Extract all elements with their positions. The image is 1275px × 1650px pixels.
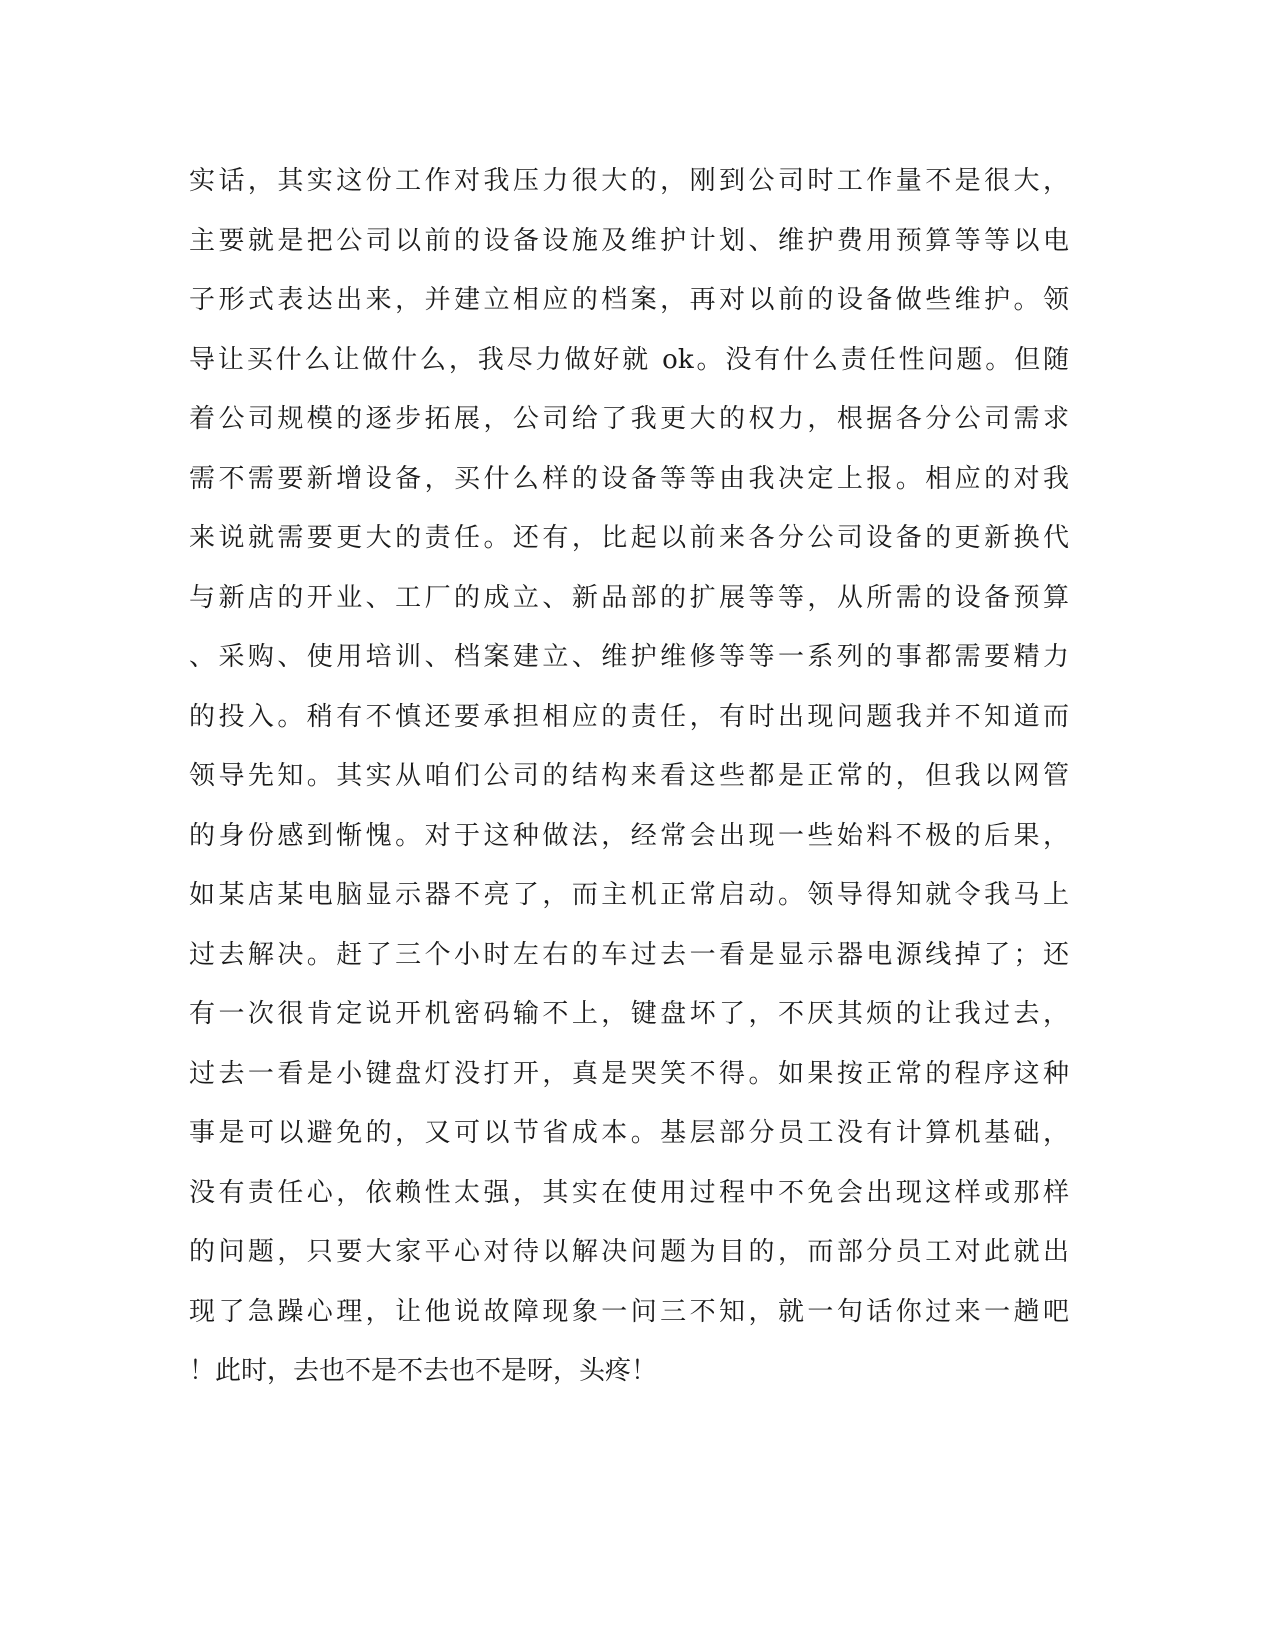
- text-line: 事是可以避免的，又可以节省成本。基层部分员工没有计算机基础，: [189, 1118, 1069, 1148]
- text-line: 现了急躁心理，让他说故障现象一问三不知，就一句话你过来一趟吧: [189, 1296, 1069, 1327]
- text-line: 主要就是把公司以前的设备设施及维护计划、维护费用预算等等以电: [189, 225, 1069, 256]
- text-line: 领导先知。其实从咱们公司的结构来看这些都是正常的，但我以网管: [189, 761, 1069, 791]
- text-line: 、采购、使用培训、档案建立、维护维修等等一系列的事都需要精力: [189, 642, 1069, 672]
- text-line: 的问题，只要大家平心对待以解决问题为目的，而部分员工对此就出: [189, 1237, 1069, 1267]
- text-line: 着公司规模的逐步拓展，公司给了我更大的权力，根据各分公司需求: [189, 404, 1069, 434]
- text-line: 需不需要新增设备，买什么样的设备等等由我决定上报。相应的对我: [189, 463, 1069, 494]
- text-line: 有一次很肯定说开机密码输不上，键盘坏了，不厌其烦的让我过去，: [189, 999, 1069, 1029]
- body-paragraph: [189, 152, 1069, 1402]
- text-line: 没有责任心，依赖性太强，其实在使用过程中不免会出现这样或那样: [189, 1177, 1069, 1208]
- text-line: 与新店的开业、工厂的成立、新品部的扩展等等，从所需的设备预算: [189, 582, 1069, 613]
- text-line: ！此时，去也不是不去也不是呀，头疼！: [189, 1356, 658, 1386]
- text-line: 导让买什么让做什么，我尽力做好就 ok。没有什么责任性问题。但随: [189, 344, 1069, 375]
- text-line: 的身份感到惭愧。对于这种做法，经常会出现一些始料不极的后果，: [189, 820, 1069, 851]
- text-line: 来说就需要更大的责任。还有，比起以前来各分公司设备的更新换代: [189, 523, 1069, 553]
- text-line: 过去一看是小键盘灯没打开，真是哭笑不得。如果按正常的程序这种: [189, 1058, 1069, 1089]
- text-line: 的投入。稍有不慎还要承担相应的责任，有时出现问题我并不知道而: [189, 701, 1069, 732]
- text-line: 实话，其实这份工作对我压力很大的，刚到公司时工作量不是很大，: [189, 166, 1069, 196]
- text-line: 如某店某电脑显示器不亮了，而主机正常启动。领导得知就令我马上: [189, 880, 1069, 910]
- text-line: 子形式表达出来，并建立相应的档案，再对以前的设备做些维护。领: [189, 285, 1069, 315]
- text-line: 过去解决。赶了三个小时左右的车过去一看是显示器电源线掉了；还: [189, 939, 1069, 970]
